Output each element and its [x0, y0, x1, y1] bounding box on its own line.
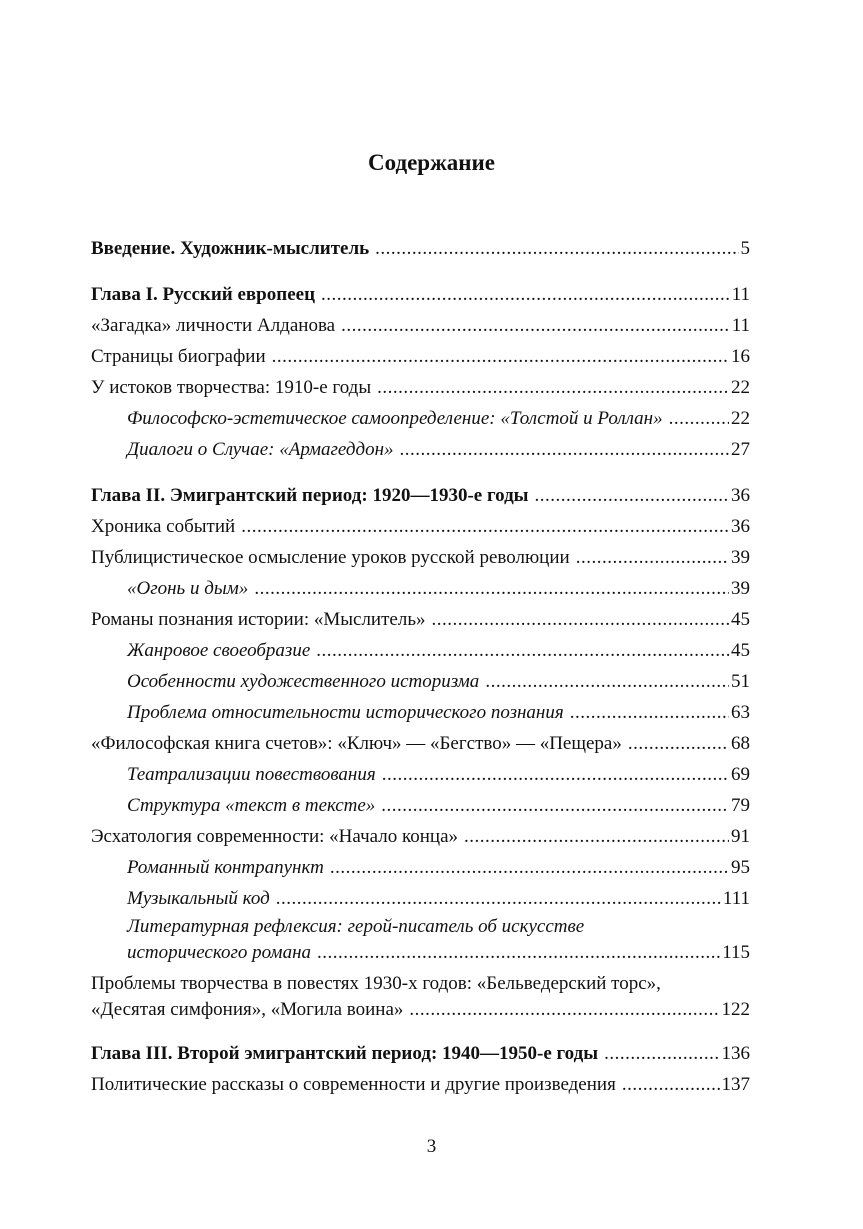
toc-entry-title-line: Литературная рефлексия: герой-писатель об искусстве [127, 916, 585, 937]
toc-entry-title: «Философская книга счетов»: «Ключ» — «Бегство» — «Пещера» [91, 733, 622, 754]
toc-entry[interactable] [91, 480, 750, 511]
toc-leader-dots [382, 759, 729, 790]
toc-entry-page: 45 [731, 640, 750, 661]
toc-entry[interactable] [91, 341, 750, 372]
toc-leader-dots [570, 697, 729, 728]
toc-leader-dots [464, 821, 729, 852]
toc-entry-page: 122 [721, 999, 750, 1020]
toc-entry-title: Введение. Художник-мыслитель [91, 238, 370, 259]
toc-entry-title: Проблема относительности исторического познания [127, 702, 564, 723]
toc-entry-title: «Огонь и дым» [127, 578, 249, 599]
toc-entry[interactable] [91, 666, 750, 697]
toc-entry[interactable] [91, 759, 750, 790]
toc-entry[interactable] [91, 852, 750, 883]
toc-entry[interactable] [91, 511, 750, 542]
toc-entry-title: Диалоги о Случае: «Армагеддон» [127, 439, 394, 460]
toc-leader-dots [341, 310, 730, 341]
toc-leader-dots [485, 666, 729, 697]
toc-entry-page: 5 [740, 238, 750, 259]
toc-entry-page: 36 [731, 516, 750, 537]
toc-entry-page: 39 [731, 578, 750, 599]
toc-entry-page: 79 [731, 795, 750, 816]
toc-entry-title: Глава III. Второй эмигрантский период: 1940—1950-е годы [91, 1043, 599, 1064]
toc-entry-title: Романы познания истории: «Мыслитель» [91, 609, 426, 630]
toc-entry-title: Публицистическое осмысление уроков русской революции [91, 547, 570, 568]
toc-entry-title: «Загадка» личности Алданова [91, 315, 336, 336]
toc-entry-title: Глава II. Эмигрантский период: 1920—1930-е годы [91, 485, 529, 506]
toc-entry[interactable] [91, 434, 750, 465]
toc-entry-page: 16 [731, 346, 750, 367]
toc-entry[interactable] [91, 573, 750, 604]
toc-leader-dots [254, 573, 729, 604]
toc-entry-page: 27 [731, 439, 750, 460]
toc-leader-dots [669, 403, 729, 434]
toc-entry-page: 22 [731, 377, 750, 398]
toc-leader-dots [576, 542, 729, 573]
toc-entry-page: 11 [731, 284, 750, 305]
toc-leader-dots [432, 604, 730, 635]
toc-entry-multiline[interactable] [91, 914, 750, 966]
toc-leader-dots [375, 233, 738, 264]
toc-entry-title: У истоков творчества: 1910-е годы [91, 377, 372, 398]
toc-entry-title: Глава I. Русский европеец [91, 284, 316, 305]
toc-entry-title: Хроника событий [91, 516, 236, 537]
toc-entry-page: 115 [722, 942, 750, 963]
page-title: Содержание [368, 150, 495, 175]
toc-leader-dots [377, 372, 729, 403]
toc-entry[interactable] [91, 542, 750, 573]
toc-entry-title: Страницы биографии [91, 346, 266, 367]
toc-entry [91, 940, 750, 966]
toc-entry-page: 63 [731, 702, 750, 723]
toc-leader-dots [272, 341, 729, 372]
toc-entry-page: 95 [731, 857, 750, 878]
toc-leader-dots [604, 1038, 719, 1069]
toc-leader-dots [400, 434, 729, 465]
toc-entry[interactable] [91, 372, 750, 403]
toc-entry-page: 136 [721, 1043, 750, 1064]
toc-entry[interactable] [91, 310, 750, 341]
toc-entry-page: 68 [731, 733, 750, 754]
toc-entry-page: 36 [731, 485, 750, 506]
toc-leader-dots [241, 511, 729, 542]
toc-leader-dots [535, 480, 729, 511]
toc-entry-title: Философско-эстетическое самоопределение: «Толстой и Роллан» [127, 408, 663, 429]
toc-entry-title: Театрализации повествования [127, 764, 376, 785]
toc-leader-dots [622, 1069, 720, 1100]
toc-entry[interactable] [91, 728, 750, 759]
toc-entry[interactable] [91, 635, 750, 666]
toc-entry-page: 137 [721, 1074, 750, 1095]
toc-entry-page: 111 [722, 888, 750, 909]
toc-leader-dots [381, 790, 729, 821]
toc-entry[interactable] [91, 1038, 750, 1069]
toc-leader-dots [316, 635, 729, 666]
table-of-contents [91, 233, 750, 1100]
toc-entry-title: Эсхатология современности: «Начало конца» [91, 826, 459, 847]
toc-entry-title: Романный контрапункт [127, 857, 324, 878]
toc-leader-dots [317, 940, 720, 966]
toc-entry-page: 51 [731, 671, 750, 692]
toc-entry-title: Жанровое своеобразие [127, 640, 311, 661]
toc-entry[interactable] [91, 403, 750, 434]
toc-entry[interactable] [91, 883, 750, 914]
toc-entry-page: 91 [731, 826, 750, 847]
toc-entry-title: Структура «текст в тексте» [127, 795, 376, 816]
toc-entry-title: исторического романа [127, 942, 311, 963]
toc-entry[interactable] [91, 233, 750, 264]
toc-entry[interactable] [91, 697, 750, 728]
toc-entry [91, 997, 750, 1023]
toc-entry[interactable] [91, 1069, 750, 1100]
page-number: 3 [426, 1136, 437, 1157]
toc-leader-dots [409, 997, 719, 1023]
toc-entry-title-line: Проблемы творчества в повестях 1930-х годов: «Бельведерский торс», [91, 973, 661, 994]
toc-leader-dots [276, 883, 721, 914]
toc-entry[interactable] [91, 279, 750, 310]
toc-entry-title: Политические рассказы о современности и другие произведения [91, 1074, 616, 1095]
toc-entry-title: Музыкальный код [127, 888, 270, 909]
toc-entry-page: 45 [731, 609, 750, 630]
toc-entry-multiline[interactable] [91, 971, 750, 1023]
toc-entry-title: «Десятая симфония», «Могила воина» [91, 999, 404, 1020]
toc-entry[interactable] [91, 604, 750, 635]
toc-entry-page: 69 [731, 764, 750, 785]
toc-entry-title: Особенности художественного историзма [127, 671, 480, 692]
toc-leader-dots [321, 279, 730, 310]
toc-entry-page: 11 [731, 315, 750, 336]
toc-entry-page: 39 [731, 547, 750, 568]
toc-entry[interactable] [91, 821, 750, 852]
toc-leader-dots [628, 728, 729, 759]
toc-entry[interactable] [91, 790, 750, 821]
toc-leader-dots [330, 852, 729, 883]
toc-entry-page: 22 [731, 408, 750, 429]
